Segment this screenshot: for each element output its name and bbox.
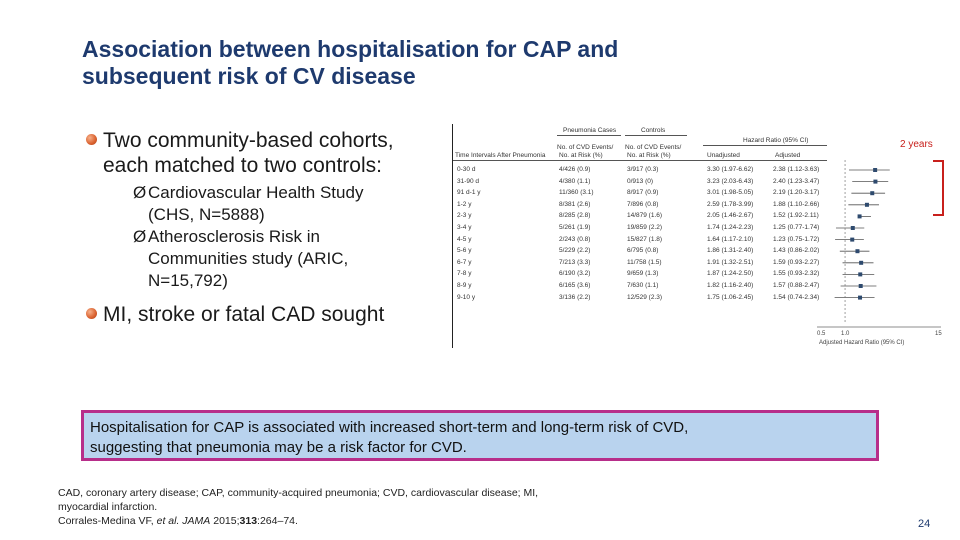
slide-title [82,36,802,90]
table-row [455,210,855,221]
cell-adj: 1.57 (0.88-2.47) [773,282,820,289]
cell-unadj: 1.87 (1.24-2.50) [707,270,754,278]
ref-journal: JAMA [179,515,211,527]
conclusion-line1: Hospitalisation for CAP is associated with increased short-term and long-term risk of CVD, [90,419,689,436]
sub-bullet-chs-line1: Cardiovascular Health Study [148,183,364,202]
cell-unadj: 3.23 (2.03-6.43) [707,177,754,185]
x-axis-label: Adjusted Hazard Ratio (95% CI) [819,340,905,346]
hazard-ratio-point [873,168,877,172]
hazard-ratio-point [859,284,863,288]
hazard-ratio-point [850,238,854,242]
ref-author: Corrales-Medina VF, [58,515,157,527]
cell-adj: 1.23 (0.75-1.72) [773,235,820,243]
table-row [455,176,855,187]
cell-cases: 8/381 (2.6) [559,200,591,208]
hazard-ratio-point [851,226,855,230]
sub-bullet-aric-line2: Communities study (ARIC, [148,249,349,268]
cell-cases: 6/190 (3.2) [559,270,591,278]
hazard-ratio-point [858,296,862,300]
header-rule [703,145,827,146]
cell-cases: 8/285 (2.8) [559,212,591,220]
sub-bullet-aric-line1: Atherosclerosis Risk in [148,227,320,246]
table-row [455,222,855,233]
cell-cases: 6/165 (3.6) [559,282,591,289]
cell-cases: 11/360 (3.1) [559,189,594,197]
ref-pages: :264–74. [257,515,298,527]
hazard-ratio-point [859,261,863,265]
cell-time: 4-5 y [457,235,472,243]
table-row [455,268,855,279]
cell-time: 5-6 y [457,247,472,255]
header-risk-cases: No. at Risk (%) [559,152,603,159]
cell-unadj: 1.86 (1.31-2.40) [707,247,754,255]
table-row [455,245,855,256]
cell-controls: 6/795 (0.8) [627,247,659,255]
bullet-outcomes-text: MI, stroke or fatal CAD sought [103,303,385,326]
cell-adj: 2.19 (1.20-3.17) [773,189,820,197]
x-tick-label: 1.0 [841,331,850,337]
arrow-bullet-icon: Ø [133,227,147,246]
cell-unadj: 2.59 (1.78-3.99) [707,200,754,208]
cell-time: 8-9 y [457,282,472,289]
cell-time: 91 d-1 y [457,189,481,197]
bullet-list [86,128,446,327]
cell-adj: 1.25 (0.77-1.74) [773,224,820,231]
header-hazard-ratio: Hazard Ratio (95% CI) [743,137,809,144]
cell-adj: 1.88 (1.10-2.66) [773,200,820,208]
cell-unadj: 1.82 (1.16-2.40) [707,282,754,289]
conclusion-box [81,410,879,461]
hazard-ratio-point [873,180,877,184]
two-years-bracket [933,160,944,216]
cell-controls: 0/913 (0) [627,177,654,185]
table-row [455,292,855,303]
cell-controls: 3/917 (0.3) [627,166,659,173]
bullet-cohorts-line2: each matched to two controls: [103,154,382,177]
cell-time: 1-2 y [457,200,472,208]
cell-cases: 7/213 (3.3) [559,258,591,266]
footnote [58,486,658,528]
table-row [455,257,855,268]
header-rule [453,160,827,161]
two-years-label: 2 years [900,139,933,150]
footnote-abbrev-line2: myocardial infarction. [58,501,158,513]
cell-adj: 1.59 (0.93-2.27) [773,258,820,266]
table-row [455,280,855,291]
hazard-ratio-point [858,272,862,276]
header-unadjusted: Unadjusted [707,152,740,159]
cell-time: 6-7 y [457,258,472,266]
table-row [455,164,855,175]
cell-controls: 7/896 (0.8) [627,200,659,208]
bullet-dot-icon [86,134,97,145]
hazard-ratio-point [870,191,874,195]
cell-controls: 14/879 (1.6) [627,212,663,220]
forest-plot-figure [452,124,945,348]
cell-cases: 2/243 (0.8) [559,235,591,243]
cell-time: 2-3 y [457,212,472,220]
header-time: Time Intervals After Pneumonia [455,152,546,159]
footnote-abbrev-line1: CAD, coronary artery disease; CAP, community-acquired pneumonia; CVD, cardiovascular disease; MI, [58,487,539,499]
cell-cases: 4/426 (0.9) [559,166,591,173]
cell-cases: 5/261 (1.9) [559,224,591,231]
cell-time: 7-8 y [457,270,472,278]
cell-cases: 5/229 (2.2) [559,247,591,255]
cell-unadj: 1.74 (1.24-2.23) [707,224,754,231]
x-tick-label: 0.5 [817,331,826,337]
cell-unadj: 1.64 (1.17-2.10) [707,235,754,243]
cell-time: 0-30 d [457,166,476,173]
footnote-reference [58,514,658,528]
cell-unadj: 3.01 (1.98-5.05) [707,189,754,197]
header-pneumonia-cases: Pneumonia Cases [563,127,617,134]
cell-unadj: 2.05 (1.46-2.67) [707,212,754,220]
x-tick-label: 15 [935,331,942,337]
bullet-outcomes [86,302,446,327]
slide-title-line1: Association between hospitalisation for CAP and [82,36,619,62]
header-rule [557,135,621,136]
page-number: 24 [918,518,931,530]
bullet-cohorts [86,128,446,292]
header-events-controls: No. of CVD Events/ [625,144,682,151]
conclusion-line2: suggesting that pneumonia may be a risk factor for CVD. [90,439,467,456]
sub-bullet-list [133,182,446,292]
cell-controls: 9/659 (1.3) [627,270,659,278]
table-row [455,199,855,210]
cell-cases: 3/136 (2.2) [559,293,591,301]
cell-controls: 15/827 (1.8) [627,235,663,243]
hazard-ratio-point [858,214,862,218]
cell-unadj: 1.91 (1.32-2.51) [707,258,754,266]
cell-unadj: 1.75 (1.06-2.45) [707,293,754,301]
header-risk-controls: No. at Risk (%) [627,152,671,159]
ref-volume: 313 [239,515,258,527]
forest-plot [813,124,943,348]
table-row [455,234,855,245]
cell-controls: 12/529 (2.3) [627,293,663,301]
cell-adj: 1.52 (1.92-2.11) [773,212,819,220]
arrow-bullet-icon: Ø [133,183,147,202]
sub-bullet-aric [133,226,446,292]
sub-bullet-chs [133,182,446,226]
ref-year: 2015; [210,515,240,527]
bullet-cohorts-line1: Two community-based cohorts, [103,129,394,152]
header-adjusted: Adjusted [775,152,801,159]
header-events-cases: No. of CVD Events/ [557,144,614,151]
cell-adj: 2.40 (1.23-3.47) [773,177,820,185]
hazard-ratio-point [865,203,869,207]
cell-adj: 1.43 (0.86-2.02) [773,247,820,255]
cell-controls: 8/917 (0.9) [627,189,659,197]
header-controls: Controls [641,127,666,134]
header-rule [625,135,687,136]
cell-time: 31-90 d [457,177,480,185]
cell-adj: 2.38 (1.12-3.63) [773,166,820,173]
sub-bullet-chs-line2: (CHS, N=5888) [148,205,265,224]
cell-controls: 7/630 (1.1) [627,282,659,289]
cell-time: 9-10 y [457,293,476,301]
ref-etal: et al. [156,515,180,527]
cell-adj: 1.55 (0.93-2.32) [773,270,820,278]
cell-controls: 19/859 (2.2) [627,224,663,231]
hazard-ratio-point [855,249,859,253]
slide-title-line2: subsequent risk of CV disease [82,63,416,89]
cell-controls: 11/758 (1.5) [627,258,662,266]
bullet-dot-icon [86,308,97,319]
cell-time: 3-4 y [457,224,472,231]
table-row [455,187,855,198]
cell-unadj: 3.30 (1.97-6.62) [707,166,754,173]
sub-bullet-aric-line3: N=15,792) [148,271,228,290]
cell-adj: 1.54 (0.74-2.34) [773,293,820,301]
cell-cases: 4/380 (1.1) [559,177,591,185]
